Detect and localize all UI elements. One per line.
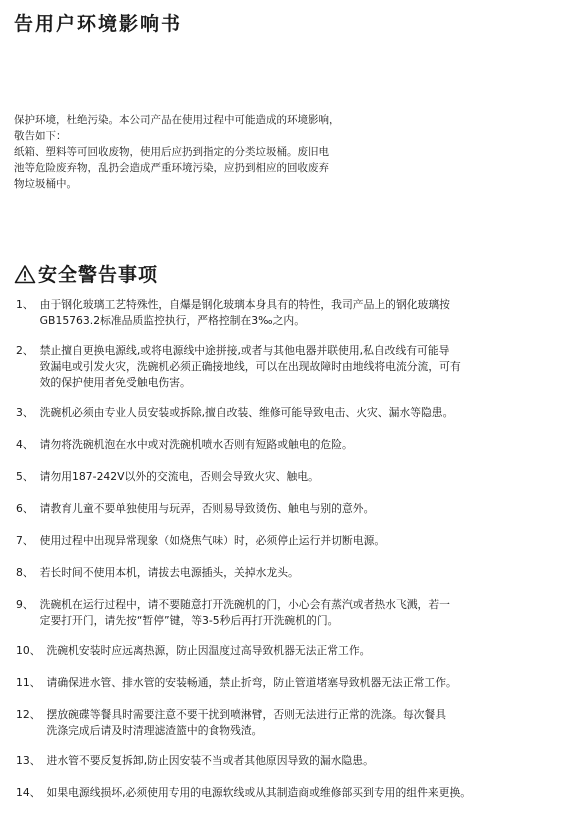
item-number: 1、 <box>16 298 34 311</box>
item-number: 14、 <box>16 786 41 799</box>
list-item <box>16 707 572 739</box>
item-number: 8、 <box>16 566 34 579</box>
page-title: 告用户环境影响书 <box>14 13 183 35</box>
item-number: 6、 <box>16 502 34 515</box>
environment-notice <box>14 112 444 192</box>
item-text: 请确保进水管、排水管的安装畅通，禁止折弯，防止管道堵塞导致机器无法正常工作。 <box>46 676 457 689</box>
environment-line: 保护环境，杜绝污染。本公司产品在使用过程中可能造成的环境影响， <box>14 114 340 126</box>
item-number: 2、 <box>16 344 34 357</box>
item-number: 13、 <box>16 754 41 767</box>
safety-warning-list <box>16 297 572 817</box>
list-item <box>16 785 572 801</box>
environment-line: 敬告如下： <box>14 130 67 142</box>
list-item <box>16 405 572 421</box>
list-item <box>16 501 572 517</box>
item-number: 4、 <box>16 438 34 451</box>
item-text: 进水管不要反复拆卸,防止因安装不当或者其他原因导致的漏水隐患。 <box>46 754 374 767</box>
item-number: 7、 <box>16 534 34 547</box>
list-item <box>16 297 572 329</box>
environment-line: 物垃圾桶中。 <box>14 178 77 190</box>
item-text: 洗碗机必须由专业人员安装或拆除,擅自改装、维修可能导致电击、火灾、漏水等隐患。 <box>39 406 454 419</box>
environment-line: 池等危险废弃物，乱扔会造成严重环境污染，应扔到相应的回收废弃 <box>14 162 329 174</box>
item-text: 禁止擅自更换电源线,或将电源线中途拼接,或者与其他电器并联使用,私自改线有可能导 致漏电或引发火灾，洗碗机必须正确接地线，可以在出现故障时由地线将电流分流，可有 效的保护使用者免受触电伤害。 <box>39 344 461 389</box>
item-number: 11、 <box>16 676 41 689</box>
safety-section-title <box>14 260 158 287</box>
item-number: 5、 <box>16 470 34 483</box>
warning-triangle-icon <box>14 264 36 284</box>
list-item <box>16 675 572 691</box>
item-number: 10、 <box>16 644 41 657</box>
list-item <box>16 565 572 581</box>
item-text: 洗碗机在运行过程中，请不要随意打开洗碗机的门，小心会有蒸汽或者热水飞溅，若一 定要打开门，请先按“暂停”键，等3-5秒后再打开洗碗机的门。 <box>39 598 450 627</box>
item-text: 使用过程中出现异常现象（如烧焦气味）时，必须停止运行并切断电源。 <box>39 534 386 547</box>
list-item <box>16 469 572 485</box>
list-item <box>16 533 572 549</box>
item-text: 如果电源线损坏,必须使用专用的电源软线或从其制造商或维修部买到专用的组件来更换。 <box>46 786 472 799</box>
item-text: 由于钢化玻璃工艺特殊性，自爆是钢化玻璃本身具有的特性，我司产品上的钢化玻璃按 GB15763.2标准品质监控执行，严格控制在3‰之内。 <box>39 298 450 327</box>
item-number: 9、 <box>16 598 34 611</box>
item-text: 请教育儿童不要单独使用与玩弄，否则易导致烫伤、触电与别的意外。 <box>39 502 375 515</box>
list-item <box>16 753 572 769</box>
list-item <box>16 643 572 659</box>
environment-line: 纸箱、塑料等可回收废物，使用后应扔到指定的分类垃圾桶。废旧电 <box>14 146 329 158</box>
item-text: 请勿将洗碗机泡在水中或对洗碗机喷水否则有短路或触电的危险。 <box>39 438 353 451</box>
item-text: 若长时间不使用本机，请拔去电源插头，关掉水龙头。 <box>39 566 299 579</box>
list-item <box>16 343 572 391</box>
list-item <box>16 597 572 629</box>
item-number: 12、 <box>16 708 41 721</box>
item-number: 3、 <box>16 406 34 419</box>
item-text: 洗碗机安装时应远离热源，防止因温度过高导致机器无法正常工作。 <box>46 644 371 657</box>
safety-title-text: 安全警告事项 <box>38 264 159 286</box>
item-text: 摆放碗碟等餐具时需要注意不要干扰到喷淋臂，否则无法进行正常的洗涤。每次餐具 洗涤完成后请及时清理滤渣篮中的食物残渣。 <box>46 708 447 737</box>
list-item <box>16 437 572 453</box>
item-text: 请勿用187-242V以外的交流电，否则会导致火灾、触电。 <box>39 470 319 483</box>
